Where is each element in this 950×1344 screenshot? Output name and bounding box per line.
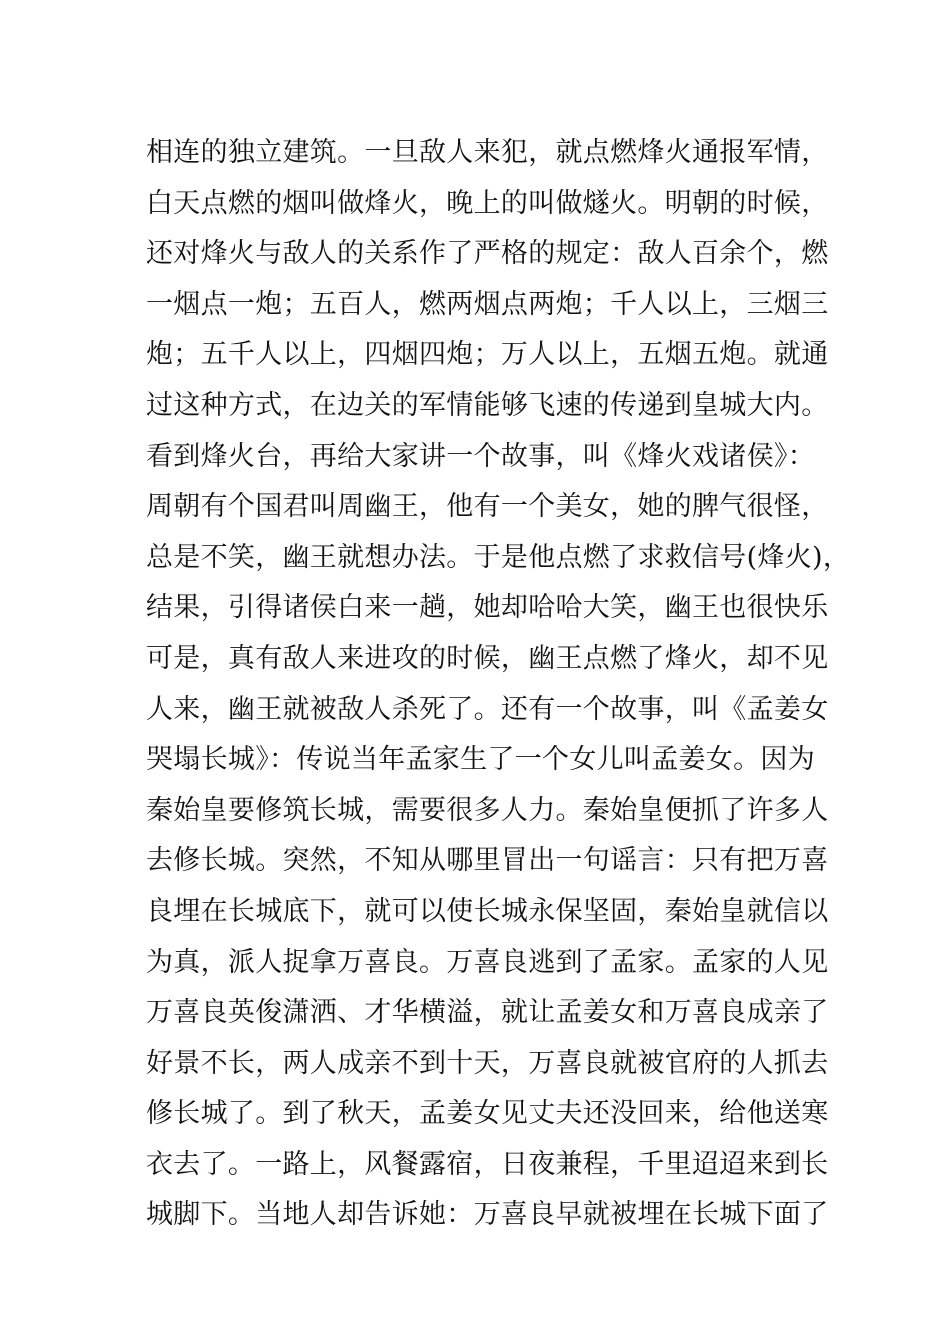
text-line: 秦始皇要修筑长城，需要很多人力。秦始皇便抓了许多人 xyxy=(146,794,829,826)
body-text xyxy=(146,128,851,1241)
text-line: 为真，派人捉拿万喜良。万喜良逃到了孟家。孟家的人见 xyxy=(146,946,829,978)
text-line: 结果，引得诸侯白来一趟，她却哈哈大笑，幽王也很快乐 xyxy=(146,592,829,624)
text-line: 城脚下。当地人却告诉她：万喜良早就被埋在长城下面了 xyxy=(146,1199,829,1231)
text-line: 还对烽火与敌人的关系作了严格的规定：敌人百余个，燃 xyxy=(146,238,829,270)
text-line: 去修长城。突然，不知从哪里冒出一句谣言：只有把万喜 xyxy=(146,845,829,877)
text-line: 万喜良英俊潇洒、才华横溢，就让孟姜女和万喜良成亲了 xyxy=(146,997,829,1029)
text-line: 良埋在长城底下，就可以使长城永保坚固，秦始皇就信以 xyxy=(146,895,829,927)
text-line: 看到烽火台，再给大家讲一个故事，叫《烽火戏诸侯》： xyxy=(146,440,815,472)
text-line: 修长城了。到了秋天，孟姜女见丈夫还没回来，给他送寒 xyxy=(146,1098,829,1130)
text-line: 人来，幽王就被敌人杀死了。还有一个故事，叫《孟姜女 xyxy=(146,693,829,725)
text-line: 哭塌长城》：传说当年孟家生了一个女儿叫孟姜女。因为 xyxy=(146,744,815,776)
text-line: 衣去了。一路上，风餐露宿，日夜兼程，千里迢迢来到长 xyxy=(146,1148,829,1180)
text-line: 总是不笑，幽王就想办法。于是他点燃了求救信号(烽火)， xyxy=(146,541,851,573)
text-line: 炮；五千人以上，四烟四炮；万人以上，五烟五炮。就通 xyxy=(146,339,829,371)
text-line: 相连的独立建筑。一旦敌人来犯，就点燃烽火通报军情， xyxy=(146,137,829,168)
text-line: 一烟点一炮；五百人，燃两烟点两炮；千人以上，三烟三 xyxy=(146,288,829,320)
text-line: 白天点燃的烟叫做烽火，晚上的叫做燧火。明朝的时候， xyxy=(146,187,829,219)
text-line: 可是，真有敌人来进攻的时候，幽王点燃了烽火，却不见 xyxy=(146,642,829,674)
text-line: 过这种方式，在边关的军情能够飞速的传递到皇城大内。 xyxy=(146,389,829,421)
text-line: 周朝有个国君叫周幽王，他有一个美女，她的脾气很怪， xyxy=(146,491,829,523)
text-line: 好景不长，两人成亲不到十天，万喜良就被官府的人抓去 xyxy=(146,1047,829,1079)
